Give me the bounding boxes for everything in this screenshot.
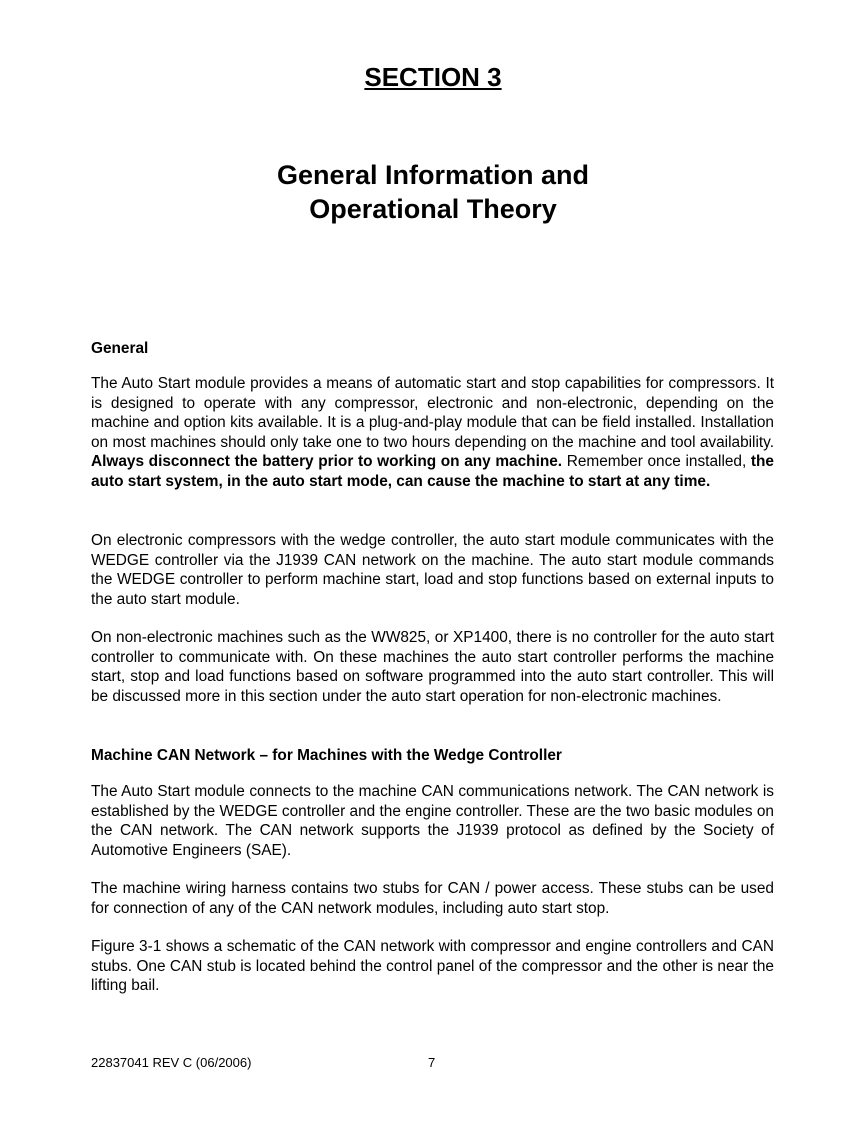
paragraph-general [91, 374, 774, 492]
can-network-heading: Machine CAN Network – for Machines with the Wedge Controller [91, 747, 562, 764]
footer-document-number: 22837041 REV C (06/2006) [91, 1055, 252, 1070]
paragraph-general-intro: The Auto Start module provides a means of automatic start and stop capabilities for compressors. It is designed to operate with any compressor, electronic and non-electronic, depending on the machine and option kits available. It is a plug-and-play module that can be field installed. Installation on most machines should only take one to two hours depending on the machine and tool availability. [91, 375, 774, 451]
paragraph-general-reminder: Remember once installed, [562, 453, 751, 471]
paragraph-wiring-harness: The machine wiring harness contains two stubs for CAN / power access. These stubs can be used for connection of any of the CAN network modules, including auto start stop. [91, 880, 774, 917]
general-heading: General [91, 340, 149, 357]
section-label: SECTION 3 [364, 62, 502, 92]
paragraph-can-network: The Auto Start module connects to the machine CAN communications network. The CAN network is established by the WEDGE controller and the engine controller. These are the two basic modules on the CAN network. The CAN network supports the J1939 protocol as defined by the Society of Automotive Engineers (SAE). [91, 783, 774, 859]
title-line-2: Operational Theory [309, 194, 557, 224]
paragraph-non-electronic: On non-electronic machines such as the WW825, or XP1400, there is no controller for the auto start controller to communicate with. On these machines the auto start controller performs the machine start, stop and load functions based on software programmed into the auto start controller. This will be discussed more in this section under the auto start operation for non-electronic machines. [91, 629, 774, 705]
page-title [0, 158, 866, 226]
battery-warning: Always disconnect the battery prior to working on any machine. [91, 453, 563, 471]
auto-start-warning: the auto start system, in the auto start mode, can cause the machine to start at any time. [91, 453, 774, 490]
paragraph-figure-reference: Figure 3-1 shows a schematic of the CAN network with compressor and engine controllers and CAN stubs. One CAN stub is located behind the control panel of the compressor and the other is near the lifting bail. [91, 938, 774, 995]
title-line-1: General Information and [276, 160, 590, 190]
paragraph-electronic: On electronic compressors with the wedge controller, the auto start module communicates with the WEDGE controller via the J1939 CAN network on the machine. The auto start module commands the WEDGE controller to perform machine start, load and stop functions based on external inputs to the auto start module. [91, 532, 774, 608]
footer-page-number: 7 [428, 1055, 436, 1070]
